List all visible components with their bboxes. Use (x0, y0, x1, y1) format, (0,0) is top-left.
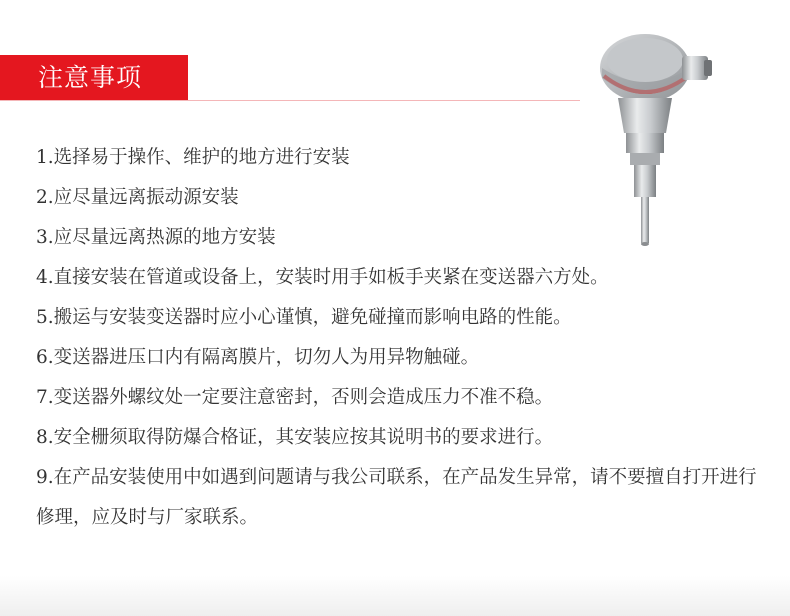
note-item: 1.选择易于操作、维护的地方进行安装 (36, 147, 350, 168)
note-item: 2.应尽量远离振动源安装 (36, 187, 239, 208)
section-title: 注意事项 (0, 55, 188, 101)
bottom-shadow (0, 576, 790, 616)
note-item: 4.直接安装在管道或设备上，安装时用手如板手夹紧在变送器六方处。 (36, 267, 609, 288)
note-item: 3.应尽量远离热源的地方安装 (36, 227, 276, 248)
installation-notes-list (36, 138, 766, 538)
note-item: 9.在产品安装使用中如遇到问题请与我公司联系，在产品发生异常，请不要擅自打开进行修理，应及时与厂家联系。 (36, 467, 757, 528)
note-item: 6.变送器进压口内有隔离膜片，切勿人为用异物触碰。 (36, 347, 480, 368)
note-item: 8.安全栅须取得防爆合格证，其安装应按其说明书的要求进行。 (36, 427, 554, 448)
note-item: 7.变送器外螺纹处一定要注意密封，否则会造成压力不准不稳。 (36, 387, 554, 408)
note-item: 5.搬运与安装变送器时应小心谨慎，避免碰撞而影响电路的性能。 (36, 307, 572, 328)
title-divider (0, 100, 580, 101)
